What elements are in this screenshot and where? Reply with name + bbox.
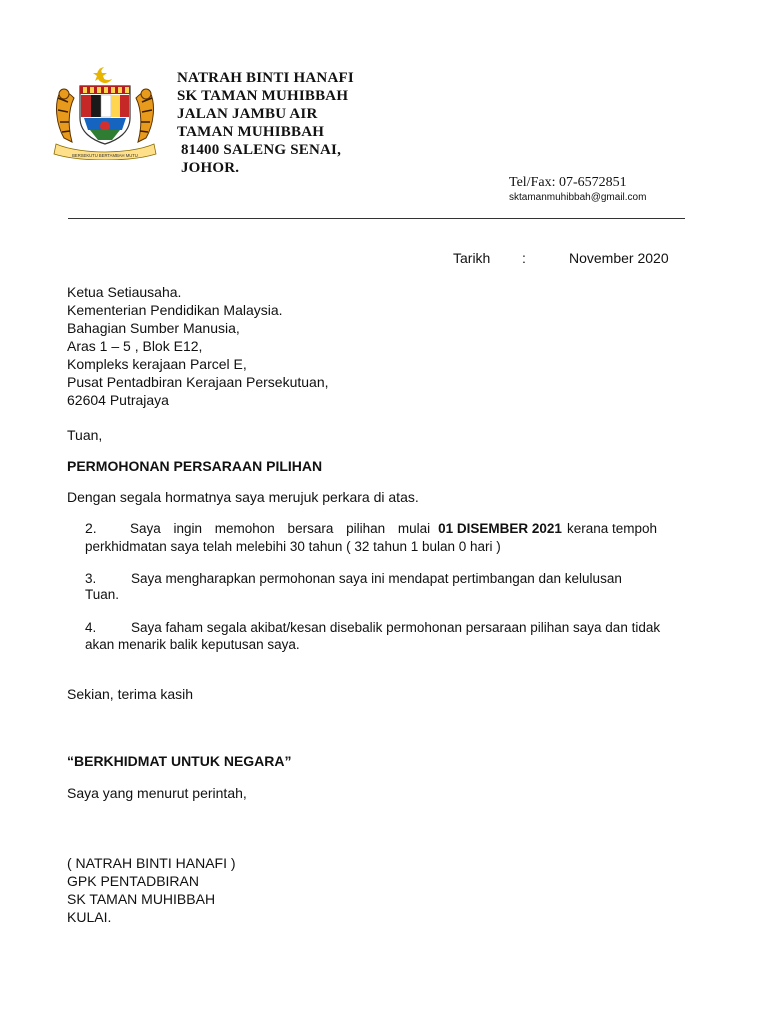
- salutation: Tuan,: [67, 427, 103, 443]
- recipient-line-5: Kompleks kerajaan Parcel E,: [67, 356, 247, 372]
- recipient-line-4: Aras 1 – 5 , Blok E12,: [67, 338, 203, 354]
- intro: Dengan segala hormatnya saya merujuk perkara di atas.: [67, 489, 419, 505]
- paragraph-2-text-end: kerana tempoh: [566, 521, 657, 536]
- letterhead-line-1: NATRAH BINTI HANAFI: [177, 70, 354, 86]
- letterhead-line-5: 81400 SALENG SENAI,: [177, 142, 342, 158]
- paragraph-2-date: 01 DISEMBER 2021: [438, 521, 562, 536]
- header-divider: [68, 218, 685, 219]
- crest-motto: BERSEKUTU BERTAMBAH MUTU: [72, 153, 138, 158]
- letterhead-line-6: JOHOR.: [177, 160, 240, 176]
- signature-name: ( NATRAH BINTI HANAFI ): [67, 855, 236, 871]
- paragraph-3-line-1: Saya mengharapkan permohonan saya ini mendapat pertimbangan dan kelulusan: [131, 571, 622, 586]
- paragraph-2-text: Saya ingin memohon bersara pilihan mulai: [130, 521, 431, 536]
- signature-title: GPK PENTADBIRAN: [67, 873, 199, 889]
- paragraph-4-line-1: Saya faham segala akibat/kesan disebalik permohonan persaraan pilihan saya dan tidak: [131, 620, 661, 635]
- telfax: Tel/Fax: 07-6572851: [509, 175, 627, 190]
- motto: “BERKHIDMAT UNTUK NEGARA”: [67, 753, 292, 769]
- paragraph-number: 2.: [85, 520, 97, 536]
- recipient-line-7: 62604 Putrajaya: [67, 392, 169, 408]
- email: sktamanmuhibbah@gmail.com: [509, 192, 647, 203]
- signature-town: KULAI.: [67, 909, 112, 925]
- date-label: Tarikh: [453, 250, 491, 266]
- signature-school: SK TAMAN MUHIBBAH: [67, 891, 216, 907]
- subject: PERMOHONAN PERSARAAN PILIHAN: [67, 458, 323, 474]
- recipient-line-2: Kementerian Pendidikan Malaysia.: [67, 302, 283, 318]
- closing: Sekian, terima kasih: [67, 686, 194, 702]
- paragraph-2-line-2: perkhidmatan saya telah melebihi 30 tahun ( 32 tahun 1 bulan 0 hari ): [85, 539, 501, 554]
- coat-of-arms-icon: [50, 64, 160, 160]
- letterhead-line-4: TAMAN MUHIBBAH: [177, 124, 325, 140]
- recipient-line-3: Bahagian Sumber Manusia,: [67, 320, 240, 336]
- paragraph-3-line-2: Tuan.: [85, 587, 120, 602]
- sign-off: Saya yang menurut perintah,: [67, 785, 247, 801]
- paragraph-number: 3.: [85, 571, 97, 586]
- letterhead-line-2: SK TAMAN MUHIBBAH: [177, 88, 349, 104]
- paragraph-4-line-2: akan menarik balik keputusan saya.: [85, 637, 300, 652]
- letterhead-line-3: JALAN JAMBU AIR: [177, 106, 318, 122]
- recipient-line-1: Ketua Setiausaha.: [67, 284, 182, 300]
- recipient-line-6: Pusat Pentadbiran Kerajaan Persekutuan,: [67, 374, 329, 390]
- paragraph-2-line-1: [130, 521, 657, 538]
- date-value: November 2020: [569, 250, 669, 266]
- paragraph-number: 4.: [85, 620, 97, 635]
- date-colon: :: [522, 250, 526, 266]
